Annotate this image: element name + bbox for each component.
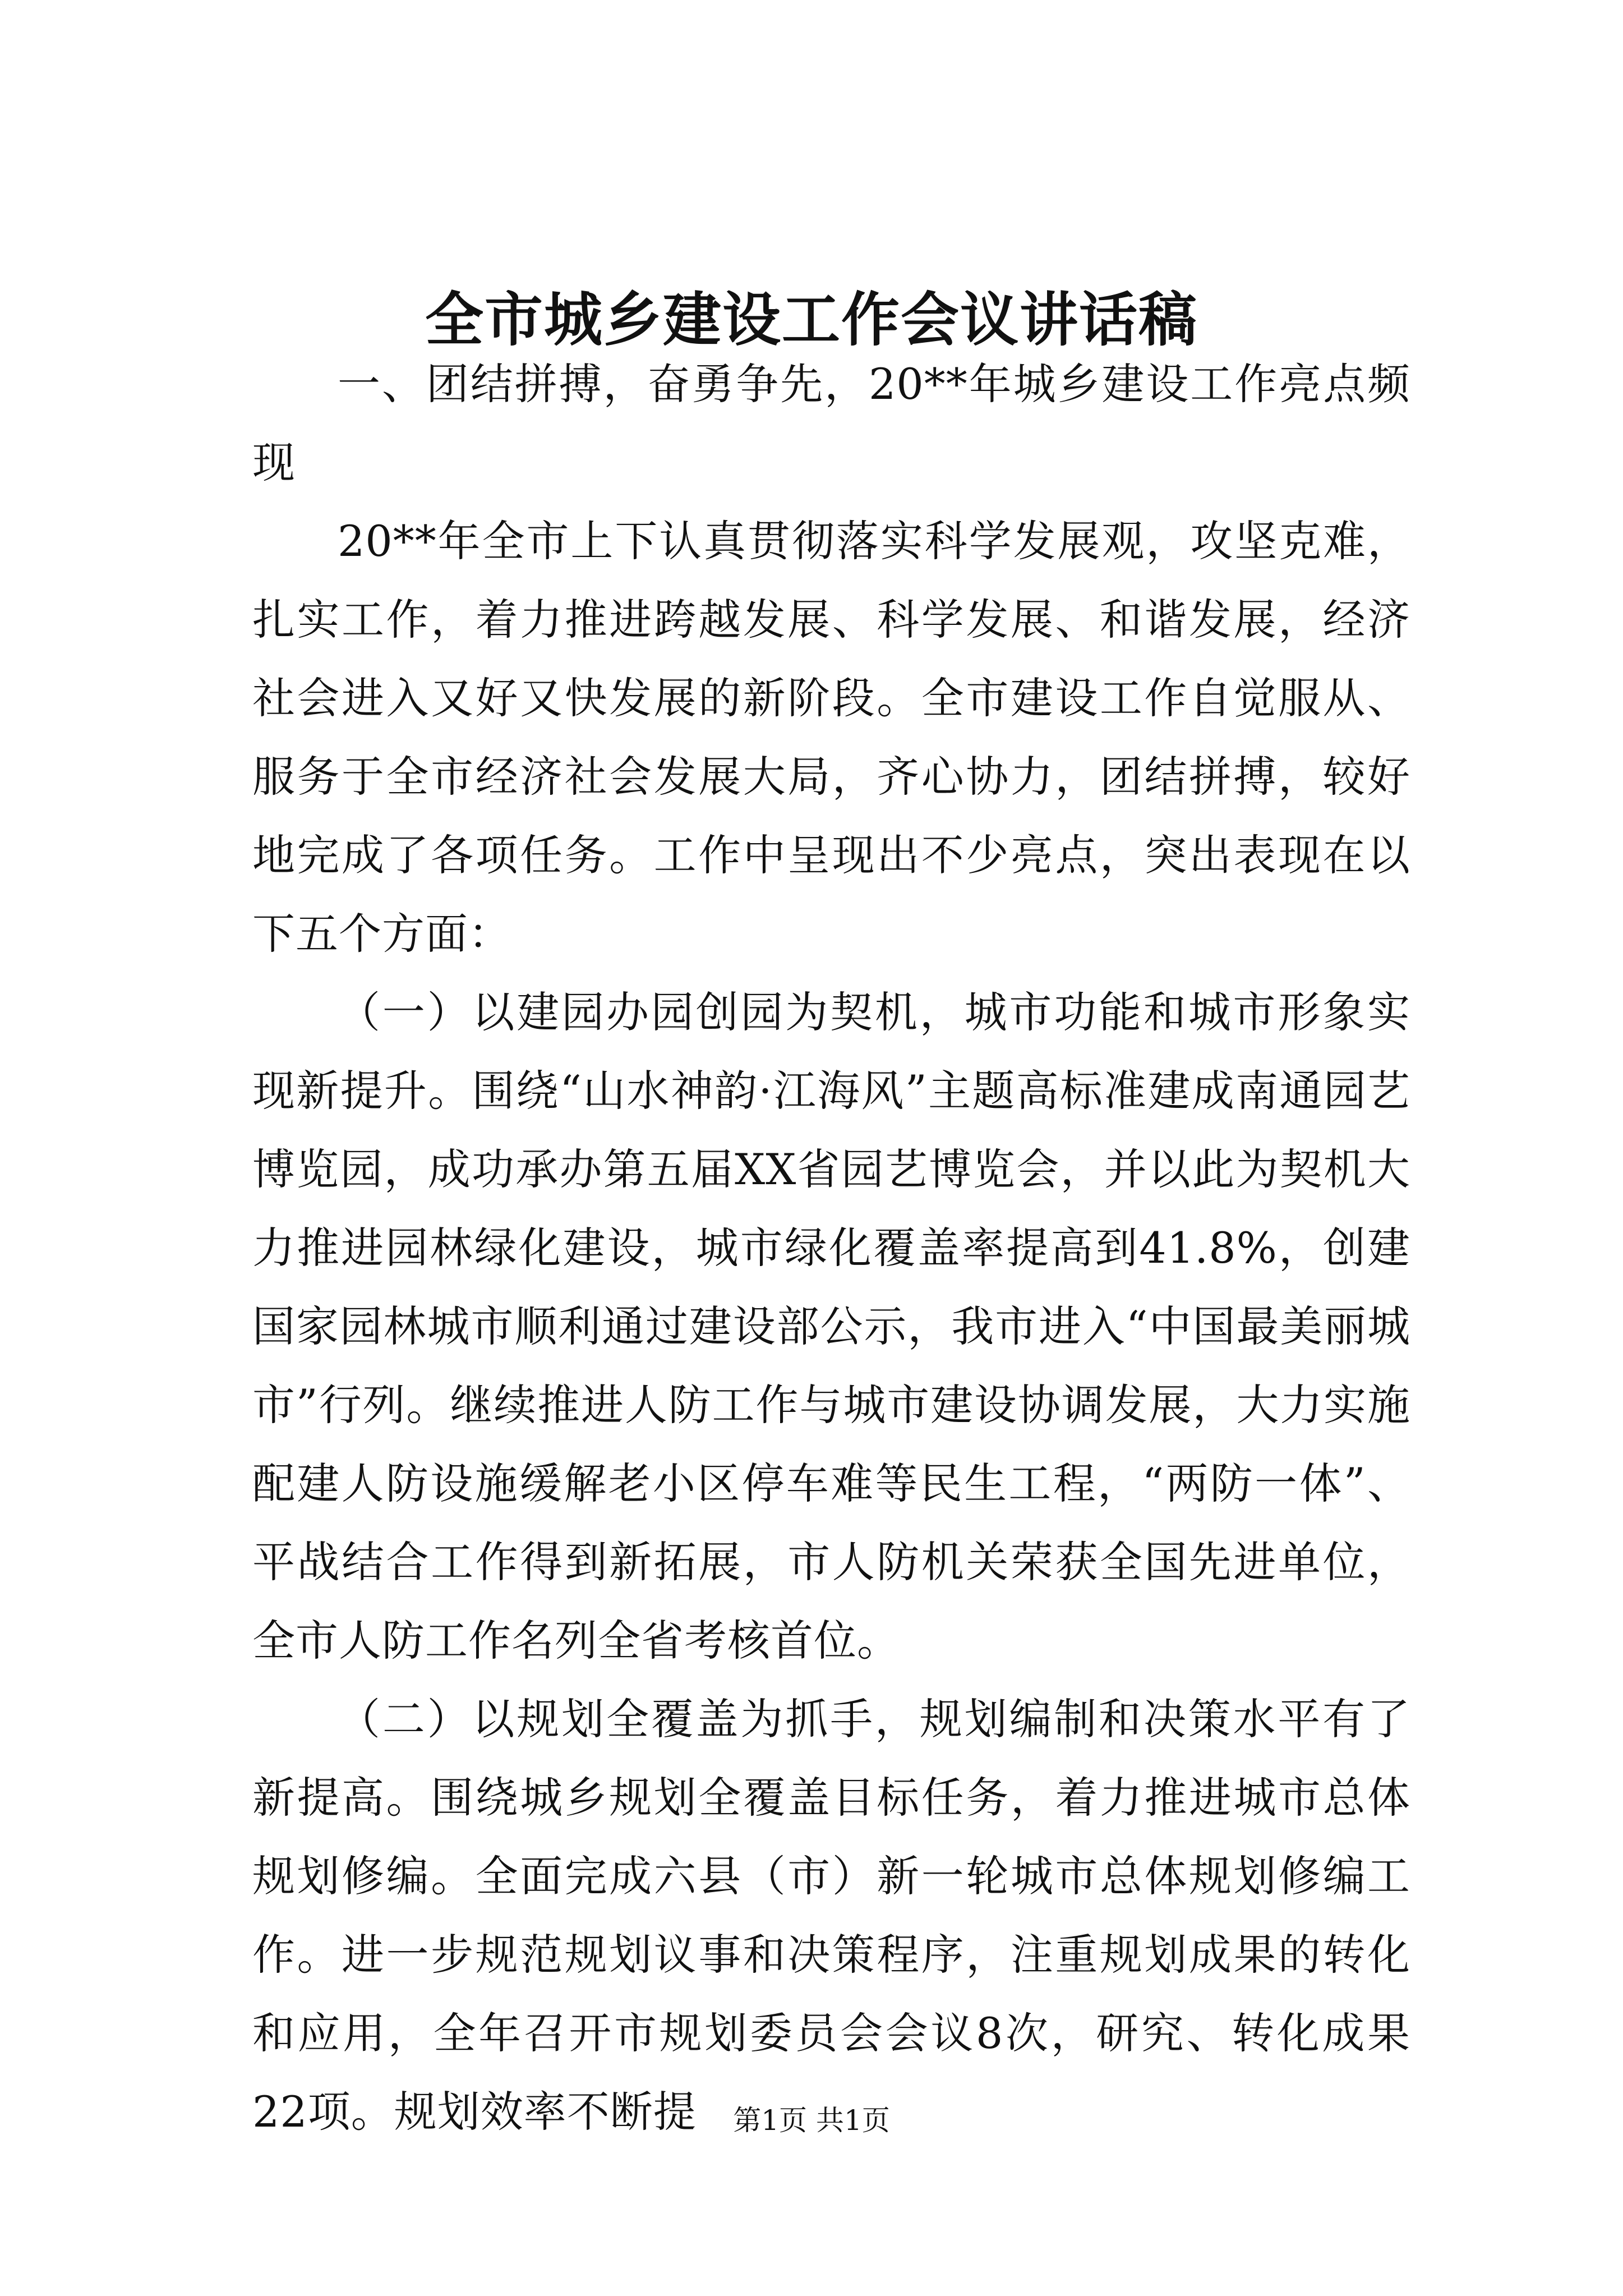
paragraph-intro: 20**年全市上下认真贯彻落实科学发展观，攻坚克难，扎实工作，着力推进跨越发展、科学发展、和谐发展，经济社会进入又好又快发展的新阶段。全市建设工作自觉服从、服务于全市经济社会发展大局，齐心协力，团结拼搏，较好地完成了各项任务。工作中呈现出不少亮点，突出表现在以下五个方面： bbox=[252, 516, 1410, 959]
page-footer: 第1页 共1页 bbox=[733, 2104, 890, 2137]
document-body bbox=[252, 345, 1410, 2151]
document-title: 全市城乡建设工作会议讲话稿 bbox=[425, 285, 1198, 354]
section-heading: 一、团结拼搏，奋勇争先，20**年城乡建设工作亮点频现 bbox=[252, 359, 1410, 487]
paragraph-point-1: （一）以建园办园创园为契机，城市功能和城市形象实现新提升。围绕“山水神韵·江海风”主题高标准建成南通园艺博览园，成功承办第五届XX省园艺博览会，并以此为契机大力推进园林绿化建设，城市绿化覆盖率提高到41.8%，创建国家园林城市顺利通过建设部公示，我市进入“中国最美丽城市”行列。继续推进人防工作与城市建设协调发展，大力实施配建人防设施缓解老小区停车难等民生工程，“两防一体”、平战结合工作得到新拓展，市人防机关荣获全国先进单位，全市人防工作名列全省考核首位。 bbox=[252, 987, 1410, 1665]
paragraph-point-2: （二）以规划全覆盖为抓手，规划编制和决策水平有了新提高。围绕城乡规划全覆盖目标任务，着力推进城市总体规划修编。全面完成六县（市）新一轮城市总体规划修编工作。进一步规范规划议事和决策程序，注重规划成果的转化和应用，全年召开市规划委员会会议8次，研究、转化成果22项。规划效率不断提 bbox=[252, 1694, 1410, 2137]
